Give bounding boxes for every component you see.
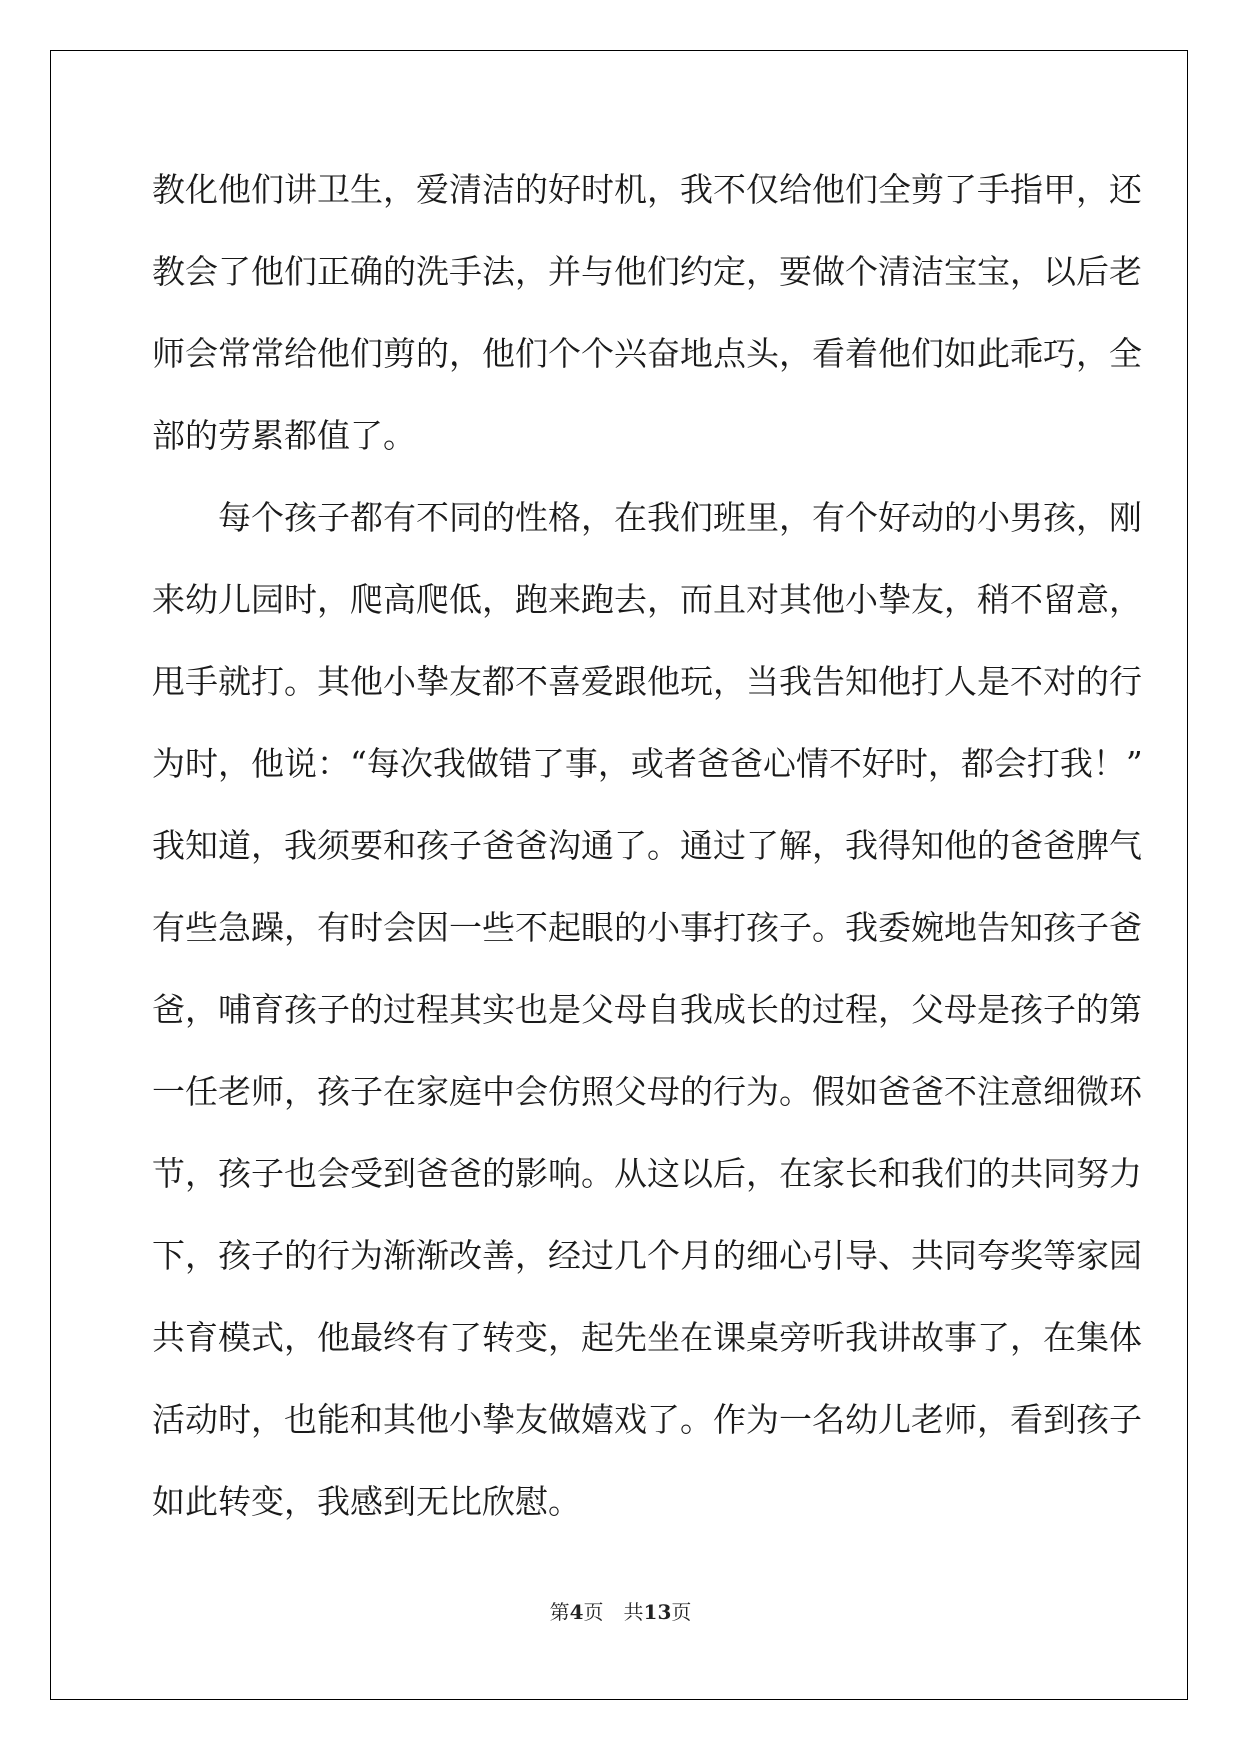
paragraph-2-line-2: 来幼儿园时，爬高爬低，跑来跑去，而且对其他小挚友，稍不留意， (152, 580, 1142, 619)
paragraph-2-line-4: 为时，他说：“每次我做错了事，或者爸爸心情不好时，都会打我！” (152, 744, 1143, 783)
paragraph-2-line-3: 甩手就打。其他小挚友都不喜爱跟他玩，当我告知他打人是不对的行 (152, 662, 1142, 701)
paragraph-2-line-1: 每个孩子都有不同的性格，在我们班里，有个好动的小男孩，刚 (218, 498, 1142, 537)
paragraph-2-line-6: 有些急躁，有时会因一些不起眼的小事打孩子。我委婉地告知孩子爸 (152, 908, 1142, 947)
paragraph-1-line-4: 部的劳累都值了。 (152, 416, 416, 455)
paragraph-2-line-12: 活动时，也能和其他小挚友做嬉戏了。作为一名幼儿老师，看到孩子 (152, 1400, 1142, 1439)
paragraph-2-line-10: 下，孩子的行为渐渐改善，经过几个月的细心引导、共同夸奖等家园 (152, 1236, 1142, 1275)
paragraph-2-line-8: 一任老师，孩子在家庭中会仿照父母的行为。假如爸爸不注意细微环 (152, 1072, 1142, 1111)
paragraph-1-line-1: 教化他们讲卫生，爱清洁的好时机，我不仅给他们全剪了手指甲，还 (152, 170, 1142, 209)
page-number-prefix: 第 (549, 1600, 570, 1624)
paragraph-1-line-2: 教会了他们正确的洗手法，并与他们约定，要做个清洁宝宝，以后老 (152, 252, 1142, 291)
paragraph-2-line-13: 如此转变，我感到无比欣慰。 (152, 1482, 581, 1521)
paragraph-2-line-7: 爸，哺育孩子的过程其实也是父母自我成长的过程，父母是孩子的第 (152, 990, 1142, 1029)
total-pages-suffix: 页 (671, 1600, 692, 1624)
page-footer (0, 1600, 1241, 1624)
page-number-suffix: 页 (583, 1600, 604, 1624)
total-pages-prefix: 共 (623, 1600, 644, 1624)
total-pages: 13 (643, 1600, 672, 1624)
page-number: 4 (569, 1600, 584, 1624)
paragraph-2-line-5: 我知道，我须要和孩子爸爸沟通了。通过了解，我得知他的爸爸脾气 (152, 826, 1142, 865)
paragraph-2-line-9: 节，孩子也会受到爸爸的影响。从这以后，在家长和我们的共同努力 (152, 1154, 1142, 1193)
paragraph-1-line-3: 师会常常给他们剪的，他们个个兴奋地点头，看着他们如此乖巧，全 (152, 334, 1142, 373)
document-body (152, 149, 1143, 1543)
paragraph-2-line-11: 共育模式，他最终有了转变，起先坐在课桌旁听我讲故事了，在集体 (152, 1318, 1142, 1357)
